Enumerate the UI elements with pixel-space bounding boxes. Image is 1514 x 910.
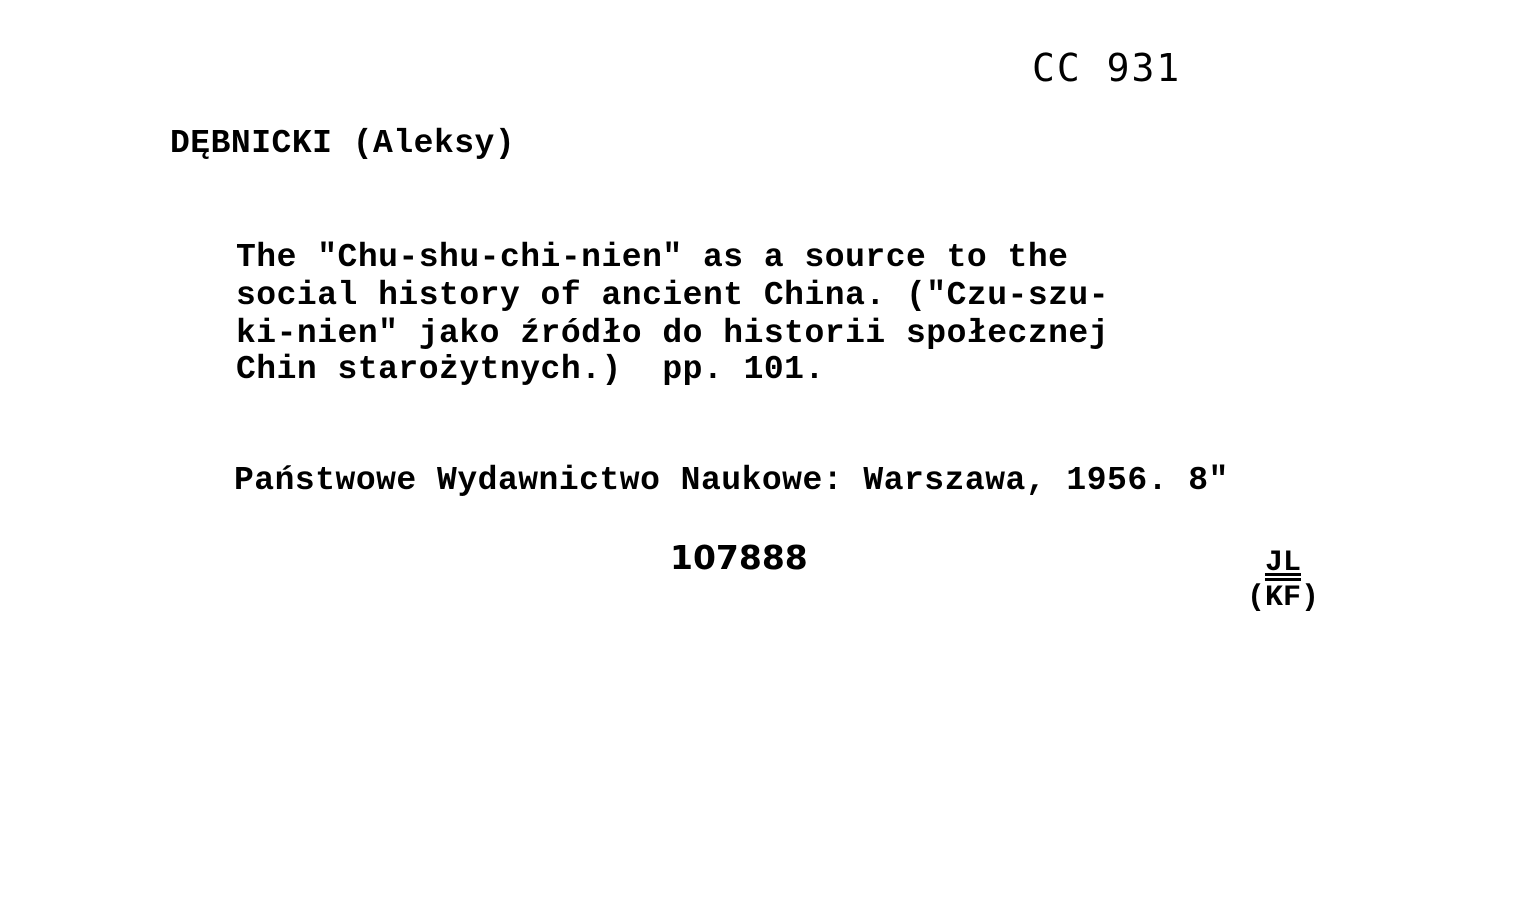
author-heading: DĘBNICKI (Aleksy) <box>170 125 516 162</box>
imprint: Państwowe Wydawnictwo Naukowe: Warszawa, 1956. 8" <box>234 462 1229 499</box>
initials-bottom <box>1240 580 1326 616</box>
title-line: The "Chu-shu-chi-nien" as a source to the <box>236 239 1069 276</box>
initials-code: $\overline{KF}$ <box>1264 581 1301 615</box>
initials-top: JL <box>1264 546 1301 580</box>
initials-open-paren: ( <box>1246 581 1265 615</box>
title-line: Chin starożytnych.) pp. 101. <box>236 351 825 388</box>
cataloguer-initials <box>1240 546 1326 616</box>
title-line: social history of ancient China. ("Czu-szu- <box>236 277 1110 314</box>
accession-number: 107888 <box>670 538 808 577</box>
initials-close-paren: ) <box>1301 581 1320 615</box>
shelfmark: CC 931 <box>1032 46 1182 90</box>
title-line: ki-nien" jako źródło do historii społecznej <box>236 315 1110 352</box>
